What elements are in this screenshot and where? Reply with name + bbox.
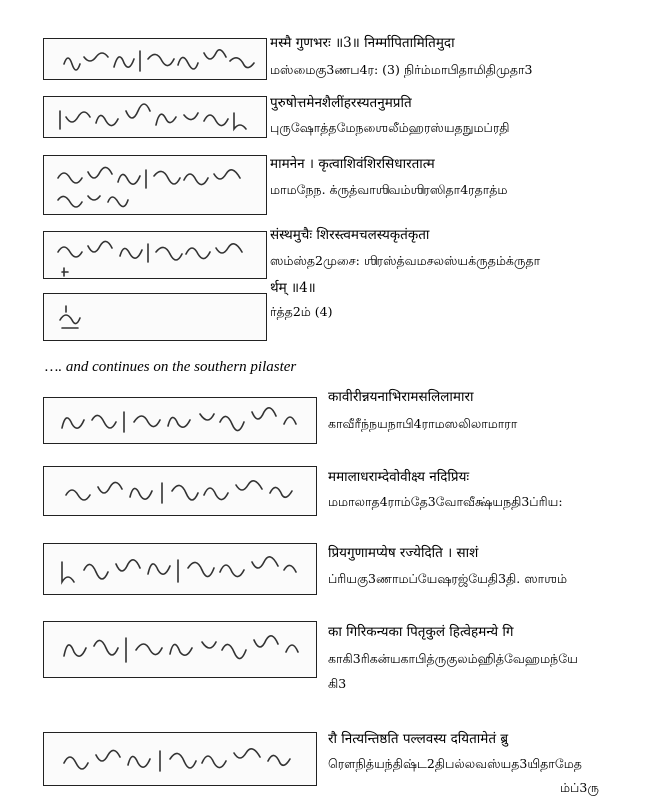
tamil-line-2: புருஷோத்தமேநஶைலீம்ஹரஸ்யதநுமப்ரதி — [270, 120, 510, 135]
inscription-image-4 — [43, 231, 267, 279]
continues-note: …. and continues on the southern pilaster — [45, 359, 297, 375]
inscription-image-5 — [43, 293, 267, 341]
sanskrit-line-8: प्रियगुणामप्येष रज्येदिति । साशं — [328, 545, 479, 561]
sanskrit-line-10: रौ नित्यन्तिष्ठति पल्लवस्य दयितामेतं ब्रु — [328, 731, 509, 747]
sanskrit-line-7: ममालाधराम्देवोवीक्ष्य नदिप्रियः — [328, 469, 470, 485]
sanskrit-line-2: पुरुषोत्तमेनशैलींहरस्यतनुमप्रति — [270, 95, 412, 111]
tamil-line-6: காவீரீந்நயநாபி4ராமஸலிலாமாரா — [328, 416, 518, 431]
tamil-line-5: ர்த்த2ம் (4) — [270, 304, 333, 319]
tamil-line-8: ப்ரியகு3ணாமப்யேஷரஜ்யேதி3தி. ஸாஶம் — [328, 571, 568, 586]
inscription-image-8 — [43, 543, 317, 595]
tamil-line-10-cont: ம்ப்3ரு — [560, 780, 599, 795]
inscription-image-2 — [43, 96, 267, 138]
sanskrit-line-4: संस्थमुचैः शिरस्त्वमचलस्यकृतंकृता — [270, 227, 430, 243]
inscription-image-10 — [43, 732, 317, 786]
sanskrit-line-9: का गिरिकन्यका पितृकुलं हित्वेहमन्ये गि — [328, 624, 514, 640]
sanskrit-line-6: कावीरीन्नयनाभिरामसलिलामारा — [328, 389, 474, 405]
tamil-line-9: காகி3ரிகன்யகாபித்ருகுலம்ஹித்வேஹமந்யே — [328, 651, 578, 666]
inscription-image-6 — [43, 397, 317, 444]
tamil-line-1: மஸ்மைகு3ணப4ர: (3) நிர்ம்மாபிதாமிதிமுதா3 — [270, 62, 533, 77]
sanskrit-line-1: मस्मै गुणभरः ॥3॥ निर्म्मापितामितिमुदा — [270, 35, 455, 51]
sanskrit-line-3: मामनेन । कृत्वाशिवंशिरसिधारतात्म — [270, 156, 435, 172]
inscription-image-9 — [43, 621, 317, 678]
tamil-line-7: மமாலாத4ராம்தே3வோவீக்ஷ்யநதி3ப்ரிய: — [328, 494, 563, 509]
inscription-image-7 — [43, 466, 317, 516]
tamil-line-3: மாமநேந. க்ருத்வாஶிவம்ஶிரஸிதா4ரதாத்ம — [270, 182, 508, 197]
tamil-line-10: ரௌநித்யந்திஷ்ட2திபல்லவஸ்யத3யிதாமேத — [328, 756, 582, 771]
sanskrit-line-5: र्थम् ॥4॥ — [270, 280, 316, 296]
tamil-line-4: ஸம்ஸ்த2முசை: ஶிரஸ்த்வமசலஸ்யக்ருதம்க்ருதா — [270, 253, 541, 268]
inscription-image-1 — [43, 38, 267, 80]
inscription-image-3 — [43, 155, 267, 215]
tamil-line-9-cont: கி3 — [328, 676, 347, 691]
